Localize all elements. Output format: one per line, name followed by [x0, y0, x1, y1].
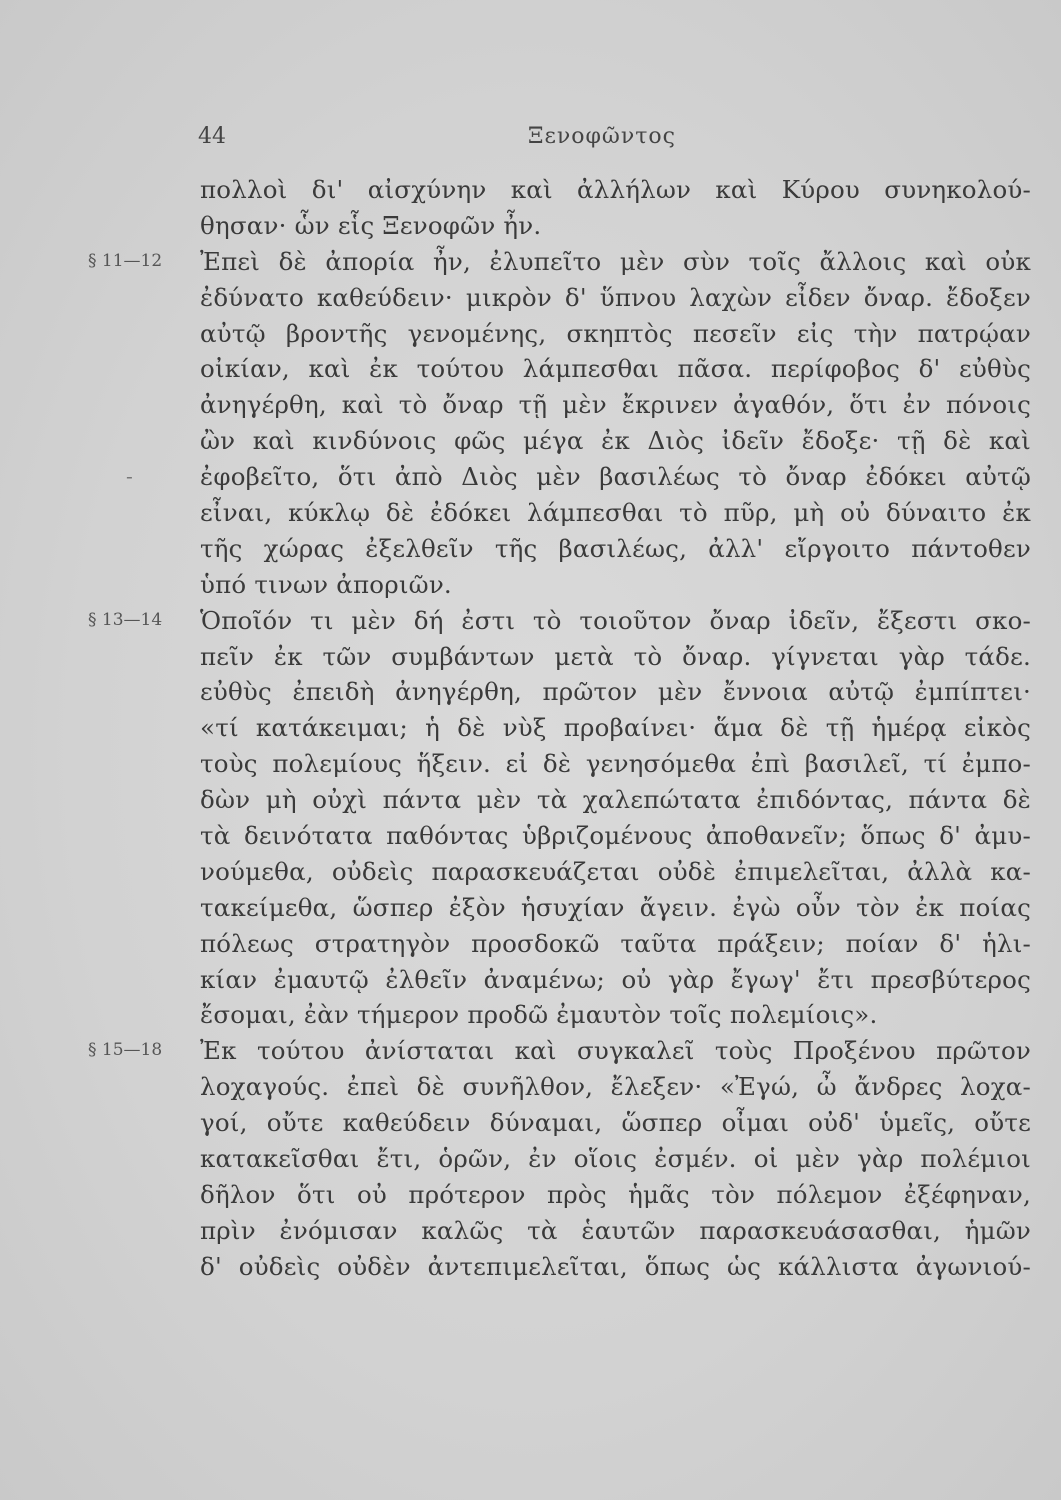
- line-text: οἰκίαν, καὶ ἐκ τούτου λάμπεσθαι πᾶσα. περίφοβος δ' εὐθὺς: [200, 354, 1031, 384]
- line-text: εὐθὺς ἐπειδὴ ἀνηγέρθη, πρῶτον μὲν ἔννοια αὐτῷ ἐμπίπτει·: [200, 677, 1031, 707]
- text-line: [88, 531, 1038, 567]
- line-text: θησαν· ὧν εἷς Ξενοφῶν ἦν.: [200, 210, 542, 240]
- text-line: [88, 639, 1038, 675]
- line-text: ἐφοβεῖτο, ὅτι ἀπὸ Διὸς μὲν βασιλέως τὸ ὄναρ ἐδόκει αὐτῷ: [200, 462, 1031, 492]
- line-text: δὼν μὴ οὐχὶ πάντα μὲν τὰ χαλεπώτατα ἐπιδόντας, πάντα δὲ: [200, 785, 1031, 815]
- text-line: [88, 674, 1038, 710]
- line-text: πόλεως στρατηγὸν προσδοκῶ ταῦτα πράξειν; ποίαν δ' ἡλι-: [200, 928, 1031, 958]
- text-line: [88, 1249, 1038, 1285]
- text-line: [88, 172, 1038, 208]
- text-line: [88, 244, 1038, 280]
- text-line: [88, 890, 1038, 926]
- text-line: [88, 316, 1038, 352]
- line-text: Ἐπεὶ δὲ ἀπορία ἦν, ἐλυπεῖτο μὲν σὺν τοῖς ἄλλοις καὶ οὐκ: [200, 246, 1031, 276]
- text-line: [88, 1213, 1038, 1249]
- text-line: [88, 567, 1038, 603]
- section-marginal-note: § 13—14: [88, 609, 163, 630]
- line-text: πεῖν ἐκ τῶν συμβάντων μετὰ τὸ ὄναρ. γίγνεται γὰρ τάδε.: [200, 641, 1031, 671]
- text-line: [88, 1033, 1038, 1069]
- line-text: δῆλον ὅτι οὐ πρότερον πρὸς ἡμᾶς τὸν πόλεμον ἐξέφηναν,: [200, 1179, 1031, 1209]
- text-line: [88, 1105, 1038, 1141]
- text-line: [88, 387, 1038, 423]
- line-text: ἐδύνατο καθεύδειν· μικρὸν δ' ὕπνου λαχὼν εἶδεν ὄναρ. ἔδοξεν: [200, 282, 1031, 312]
- line-text: Ἐκ τούτου ἀνίσταται καὶ συγκαλεῖ τοὺς Προξένου πρῶτον: [200, 1036, 1031, 1066]
- text-line: [88, 997, 1038, 1033]
- text-line: [88, 710, 1038, 746]
- text-line: [88, 962, 1038, 998]
- text-line: [88, 280, 1038, 316]
- line-text: κίαν ἐμαυτῷ ἐλθεῖν ἀναμένω; οὐ γὰρ ἔγωγ' ἔτι πρεσβύτερος: [200, 964, 1031, 994]
- text-line: [88, 746, 1038, 782]
- line-text: «τί κατάκειμαι; ἡ δὲ νὺξ προβαίνει· ἅμα δὲ τῇ ἡμέρᾳ εἰκὸς: [200, 713, 1031, 743]
- line-text: ἔσομαι, ἐὰν τήμερον προδῶ ἐμαυτὸν τοῖς πολεμίοις».: [200, 1000, 878, 1030]
- line-text: λοχαγούς. ἐπεὶ δὲ συνῆλθον, ἔλεξεν· «Ἐγώ, ὦ ἄνδρες λοχα-: [200, 1072, 1031, 1102]
- line-text: ἀνηγέρθη, καὶ τὸ ὄναρ τῇ μὲν ἔκρινεν ἀγαθόν, ὅτι ἐν πόνοις: [200, 390, 1031, 420]
- text-line: [88, 459, 1038, 495]
- text-line: [88, 782, 1038, 818]
- line-text: νούμεθα, οὐδεὶς παρασκευάζεται οὐδὲ ἐπιμελεῖται, ἀλλὰ κα-: [200, 856, 1031, 886]
- line-text: γοί, οὔτε καθεύδειν δύναμαι, ὥσπερ οἶμαι οὐδ' ὑμεῖς, οὔτε: [200, 1108, 1031, 1138]
- line-text: τακείμεθα, ὥσπερ ἐξὸν ἡσυχίαν ἄγειν. ἐγὼ οὖν τὸν ἐκ ποίας: [200, 892, 1031, 922]
- text-line: [88, 351, 1038, 387]
- line-text: Ὁποῖόν τι μὲν δή ἐστι τὸ τοιοῦτον ὄναρ ἰδεῖν, ἔξεστι σκο-: [200, 605, 1031, 635]
- text-line: [88, 495, 1038, 531]
- line-text: κατακεῖσθαι ἔτι, ὁρῶν, ἐν οἵοις ἐσμέν. οἱ μὲν γὰρ πολέμιοι: [200, 1144, 1031, 1174]
- text-line: [88, 423, 1038, 459]
- page-number: 44: [198, 124, 226, 149]
- text-line: [88, 818, 1038, 854]
- line-text: πολλοὶ δι' αἰσχύνην καὶ ἀλλήλων καὶ Κύρου συνηκολού-: [200, 175, 1031, 204]
- running-title: Ξενοφῶντος: [528, 124, 676, 149]
- section-marginal-note: § 15—18: [88, 1040, 163, 1061]
- line-text: εἶναι, κύκλῳ δὲ ἐδόκει λάμπεσθαι τὸ πῦρ, μὴ οὐ δύναιτο ἐκ: [200, 498, 1031, 528]
- line-text: τοὺς πολεμίους ἥξειν. εἰ δὲ γενησόμεθα ἐπὶ βασιλεῖ, τί ἐμπο-: [200, 749, 1031, 779]
- line-text: δ' οὐδεὶς οὐδὲν ἀντεπιμελεῖται, ὅπως ὡς κάλλιστα ἀγωνιού-: [200, 1251, 1031, 1281]
- line-text: τὰ δεινότατα παθόντας ὑβριζομένους ἀποθανεῖν; ὅπως δ' ἀμυ-: [200, 821, 1031, 851]
- text-line: [88, 1141, 1038, 1177]
- body-text: [88, 172, 1038, 1285]
- line-text: τῆς χώρας ἐξελθεῖν τῆς βασιλέως, ἀλλ' εἴργοιτο πάντοθεν: [200, 533, 1031, 563]
- line-text: ὑπό τινων ἀποριῶν.: [200, 569, 452, 599]
- text-line: [88, 1069, 1038, 1105]
- text-line: [88, 208, 1038, 244]
- line-text: αὐτῷ βροντῆς γενομένης, σκηπτὸς πεσεῖν εἰς τὴν πατρῴαν: [200, 318, 1031, 348]
- text-line: [88, 603, 1038, 639]
- text-line: [88, 1177, 1038, 1213]
- text-line: [88, 926, 1038, 962]
- margin-dash-mark: -: [126, 464, 133, 489]
- section-marginal-note: § 11—12: [88, 250, 163, 271]
- running-head: [0, 124, 1061, 154]
- line-text: ὢν καὶ κινδύνοις φῶς μέγα ἐκ Διὸς ἰδεῖν ἔδοξε· τῇ δὲ καὶ: [200, 426, 1031, 456]
- line-text: πρὶν ἐνόμισαν καλῶς τὰ ἑαυτῶν παρασκευάσασθαι, ἡμῶν: [200, 1215, 1031, 1245]
- text-line: [88, 854, 1038, 890]
